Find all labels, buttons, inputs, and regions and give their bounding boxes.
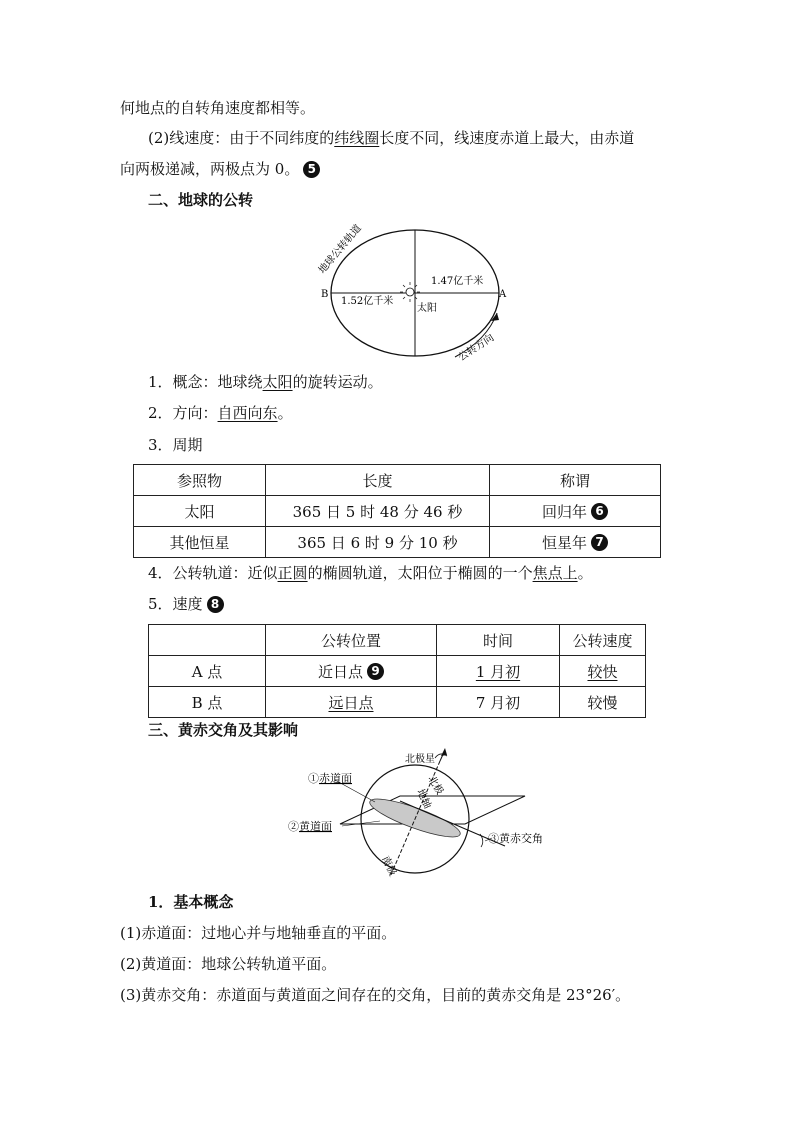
note-marker-7: 7 [591,534,608,551]
table-header-cell: 长度 [266,465,490,496]
table-cell: 1 月初 [437,656,560,687]
section-title: 二、地球的公转 [148,191,254,209]
table-cell: 其他恒星 [134,527,266,558]
concept-line: (1)赤道面：过地心并与地轴垂直的平面。 [120,924,397,942]
table-cell: B 点 [149,687,266,718]
table-cell: 7 月初 [437,687,560,718]
table-cell: 回归年 6 [490,496,661,527]
axis-label: 地轴 [414,787,433,811]
concept-heading: 1．基本概念 [148,893,234,911]
period-heading: 3．周期 [148,436,203,454]
table-cell: 较慢 [560,687,646,718]
table-header-cell: 时间 [437,625,560,656]
sun-icon [406,288,414,296]
period-table [133,464,661,558]
linear-speed-line-cont: 向两极递减，两极点为 0。 5 [120,159,320,179]
underlined-term: 太阳 [262,373,293,391]
linear-speed-line: (2)线速度：由于不同纬度的纬线圈长度不同，线速度赤道上最大，由赤道 [148,129,635,147]
north-star-label: 北极星 [405,754,435,765]
table-row [134,496,661,527]
note-marker-5: 5 [303,161,320,178]
table-header-cell: 公转速度 [560,625,646,656]
underlined-term: 自西向东 [217,404,278,422]
label-1: ①赤道面 [308,772,352,785]
orbit-diagram [315,215,515,365]
table-cell: 较快 [560,656,646,687]
speed-heading: 5．速度 8 [148,594,224,614]
table-header-row [134,465,661,496]
table-cell: 太阳 [134,496,266,527]
obliquity-diagram [280,746,550,881]
note-marker-9: 9 [367,663,384,680]
north-pole-label: 北极 [425,774,445,797]
table-row [149,687,646,718]
section-title: 三、黄赤交角及其影响 [148,721,299,739]
table-cell: 近日点 9 [266,656,437,687]
sun-label: 太阳 [417,303,437,314]
underlined-term: 正圆 [277,564,308,582]
concept-line: 1．概念：地球绕太阳的旋转运动。 [148,373,383,391]
point-b-label: B [321,289,329,300]
table-row [149,656,646,687]
note-marker-8: 8 [207,596,224,613]
table-header-row [149,625,646,656]
table-cell: 远日点 [266,687,437,718]
paragraph-line: 何地点的自转角速度都相等。 [120,99,316,117]
orbit-label: 地球公转轨道 [316,222,364,276]
orbit-line: 4．公转轨道：近似正圆的椭圆轨道，太阳位于椭圆的一个焦点上。 [148,564,593,582]
table-header-cell: 公转位置 [266,625,437,656]
table-header-cell: 称谓 [490,465,661,496]
table-cell: A 点 [149,656,266,687]
direction-line: 2．方向：自西向东。 [148,404,293,422]
distance-b-label: 1.52亿千米 [341,296,394,307]
rotation-arrow-icon [435,754,447,758]
speed-table [148,624,646,718]
point-a-label: A [499,289,507,300]
table-cell: 恒星年 7 [490,527,661,558]
note-marker-6: 6 [591,503,608,520]
underlined-term: 焦点上 [532,564,578,582]
label-3: ③黄赤交角 [488,832,543,845]
label-2: ②黄道面 [288,820,332,833]
table-cell: 365 日 6 时 9 分 10 秒 [266,527,490,558]
concept-line: (2)黄道面：地球公转轨道平面。 [120,955,337,973]
south-pole-label: 南极 [379,854,398,878]
table-header-cell [149,625,266,656]
table-row [134,527,661,558]
distance-a-label: 1.47亿千米 [431,276,484,287]
direction-label: 公转方向 [456,332,497,364]
underlined-term: 纬线圈 [334,129,380,147]
table-header-cell: 参照物 [134,465,266,496]
table-cell: 365 日 5 时 48 分 46 秒 [266,496,490,527]
concept-line: (3)黄赤交角：赤道面与黄道面之间存在的交角，目前的黄赤交角是 23°26′。 [120,986,631,1004]
